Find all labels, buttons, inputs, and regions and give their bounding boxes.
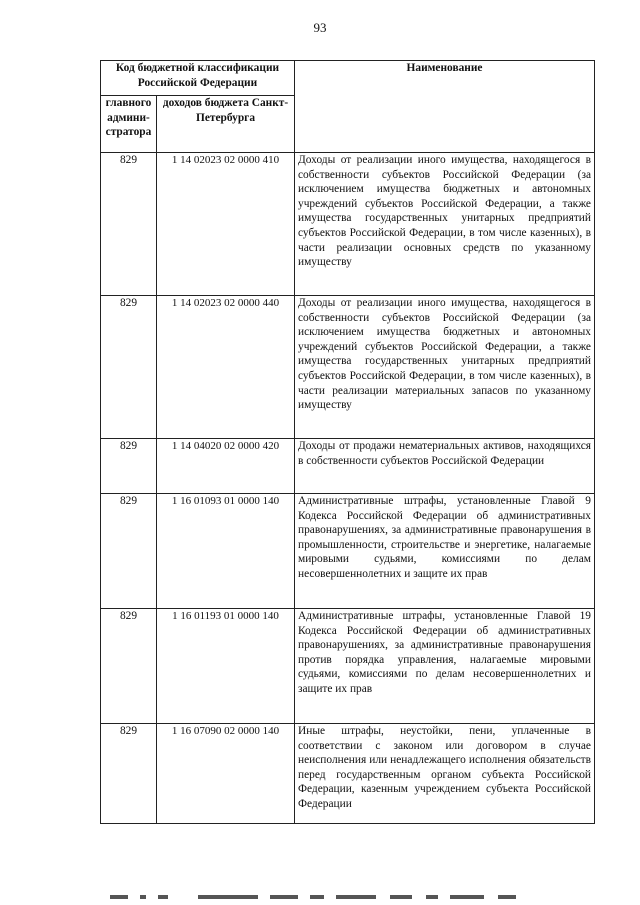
name-cell: Доходы от реализации иного имущества, находящегося в собственности субъектов Российской Федерации (за исключением имущества бюджетных и автономных учреждений субъектов Российской Федерации, а также имущества государственных унитарных предприятий субъектов Российской Федерации, в том числе казенных), в части реализации основных средств по указанному имуществу (295, 153, 595, 296)
header-name: Наименование (295, 61, 595, 153)
income-code-cell: 1 16 01193 01 0000 140 (157, 609, 295, 724)
income-code-cell: 1 16 07090 02 0000 140 (157, 724, 295, 824)
name-cell: Административные штрафы, установленные Главой 9 Кодекса Российской Федерации об административных правонарушениях, за административные правонарушения в промышленности, строительстве и энергетике, налагаемые мировыми судьями, комиссиями по делам несовершеннолетних и защите их прав (295, 494, 595, 609)
name-cell: Доходы от продажи нематериальных активов, находящихся в собственности субъектов Российской Федерации (295, 439, 595, 494)
admin-code-cell: 829 (101, 609, 157, 724)
admin-code-cell: 829 (101, 494, 157, 609)
name-cell: Административные штрафы, установленные Главой 19 Кодекса Российской Федерации об административных правонарушениях, за административные правонарушения против порядка управления, налагаемые мировыми судьями, комиссиями по делам несовершеннолетних и защите их прав (295, 609, 595, 724)
table-row (101, 439, 595, 494)
budget-classification-table (100, 60, 595, 824)
admin-code-cell: 829 (101, 296, 157, 439)
page-number: 93 (313, 20, 327, 35)
table-row (101, 153, 595, 296)
name-cell: Иные штрафы, неустойки, пени, уплаченные в соответствии с законом или договором в случае неисполнения или ненадлежащего исполнения обязательств перед государственным органом субъекта Российской Федерации, казенным учреждением субъекта Российской Федерации (295, 724, 595, 824)
name-cell: Доходы от реализации иного имущества, находящегося в собственности субъектов Российской Федерации (за исключением имущества бюджетных и автономных учреждений субъектов Российской Федерации, а также имущества государственных унитарных предприятий субъектов Российской Федерации, в том числе казенных), в части реализации материальных запасов по указанному имуществу (295, 296, 595, 439)
admin-code-cell: 829 (101, 439, 157, 494)
table-row (101, 609, 595, 724)
table-row (101, 296, 595, 439)
header-income-code: доходов бюджета Санкт-Петербурга (157, 96, 295, 153)
income-code-cell: 1 16 01093 01 0000 140 (157, 494, 295, 609)
admin-code-cell: 829 (101, 724, 157, 824)
income-code-cell: 1 14 02023 02 0000 440 (157, 296, 295, 439)
income-code-cell: 1 14 04020 02 0000 420 (157, 439, 295, 494)
admin-code-cell: 829 (101, 153, 157, 296)
income-code-cell: 1 14 02023 02 0000 410 (157, 153, 295, 296)
header-budget-classification-code: Код бюджетной классификации Российской Федерации (101, 61, 295, 96)
table-row (101, 494, 595, 609)
header-main-administrator: главного админи-стратора (101, 96, 157, 153)
scan-artifact-marks (110, 895, 530, 901)
table-row (101, 724, 595, 824)
